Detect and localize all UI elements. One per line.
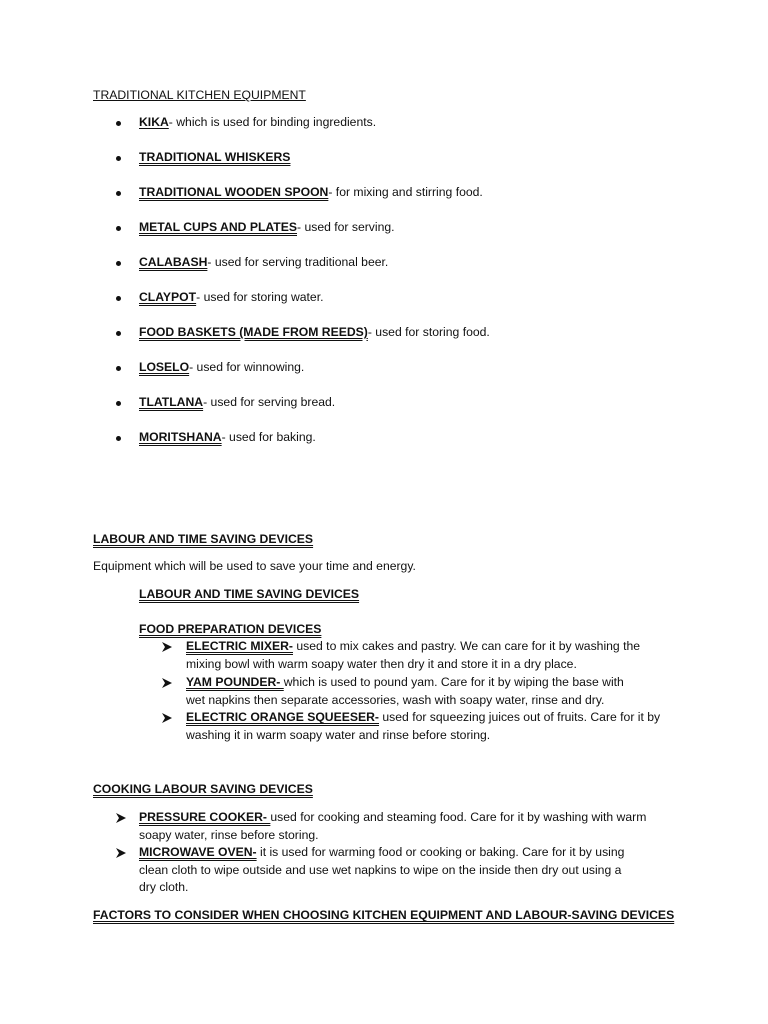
item-desc: used to mix cakes and pastry. We can care for it by washing the [292,639,641,653]
food-prep-heading: FOOD PREPARATION DEVICES [139,622,322,636]
traditional-heading: TRADITIONAL KITCHEN EQUIPMENT [93,88,306,102]
item-term: TRADITIONAL WOODEN SPOON [139,185,329,199]
arrowhead-bullet-icon [161,712,173,726]
bullet-icon [115,256,123,264]
item-desc: - used for winnowing. [189,360,305,374]
item-term: ELECTRIC MIXER- [186,639,293,653]
item-term: YAM POUNDER- [186,675,284,689]
bullet-icon [115,326,123,334]
item-desc: - for mixing and stirring food. [328,185,483,199]
item-desc: - which is used for binding ingredients. [168,115,377,129]
item-desc: - used for serving bread. [203,395,336,409]
item-desc: - used for baking. [221,430,316,444]
item-term: LOSELO [139,360,190,374]
item-term: MICROWAVE OVEN- [139,845,257,859]
bullet-icon [115,116,123,124]
arrowhead-bullet-icon [115,847,127,861]
bullet-icon [115,221,123,229]
item-desc-cont: soapy water, rinse before storing. [139,827,319,842]
bullet-icon [115,151,123,159]
item-desc: used for cooking and steaming food. Care for it by washing with warm [270,810,647,824]
item-desc: it is used for warming food or cooking or baking. Care for it by using [256,845,625,859]
labour-subheading: LABOUR AND TIME SAVING DEVICES [139,587,360,601]
item-term: CALABASH [139,255,208,269]
item-term: CLAYPOT [139,290,197,304]
item-desc: used for squeezing juices out of fruits. Care for it by [379,710,661,724]
item-term: ELECTRIC ORANGE SQUEESER- [186,710,379,724]
item-term: FOOD BASKETS (MADE FROM REEDS) [139,325,368,339]
item-desc: - used for serving traditional beer. [207,255,389,269]
labour-heading: LABOUR AND TIME SAVING DEVICES [93,532,314,546]
arrowhead-bullet-icon [161,641,173,655]
item-desc: which is used to pound yam. Care for it by wiping the base with [283,675,624,689]
bullet-icon [115,291,123,299]
factors-heading: FACTORS TO CONSIDER WHEN CHOOSING KITCHEN EQUIPMENT AND LABOUR-SAVING DEVICES [93,908,675,922]
item-term: PRESSURE COOKER- [139,810,271,824]
item-term: MORITSHANA [139,430,222,444]
item-desc-cont: wet napkins then separate accessories, wash with soapy water, rinse and dry. [186,692,605,707]
item-desc: - used for storing water. [196,290,324,304]
item-desc-cont: clean cloth to wipe outside and use wet napkins to wipe on the inside then dry out using a [139,862,622,877]
item-term: TLATLANA [139,395,204,409]
item-desc-cont: mixing bowl with warm soapy water then dry it and store it in a dry place. [186,656,577,671]
item-desc-cont: dry cloth. [139,880,189,895]
arrowhead-bullet-icon [161,677,173,691]
item-desc: - used for serving. [297,220,395,234]
item-term: TRADITIONAL WHISKERS [139,150,291,164]
item-desc: - used for storing food. [367,325,490,339]
bullet-icon [115,431,123,439]
labour-intro: Equipment which will be used to save your time and energy. [93,559,416,573]
item-term: KIKA [139,115,169,129]
bullet-icon [115,361,123,369]
item-term: METAL CUPS AND PLATES [139,220,297,234]
arrowhead-bullet-icon [115,812,127,826]
bullet-icon [115,396,123,404]
item-desc-cont: washing it in warm soapy water and rinse before storing. [186,727,491,742]
cooking-heading: COOKING LABOUR SAVING DEVICES [93,782,313,796]
bullet-icon [115,186,123,194]
